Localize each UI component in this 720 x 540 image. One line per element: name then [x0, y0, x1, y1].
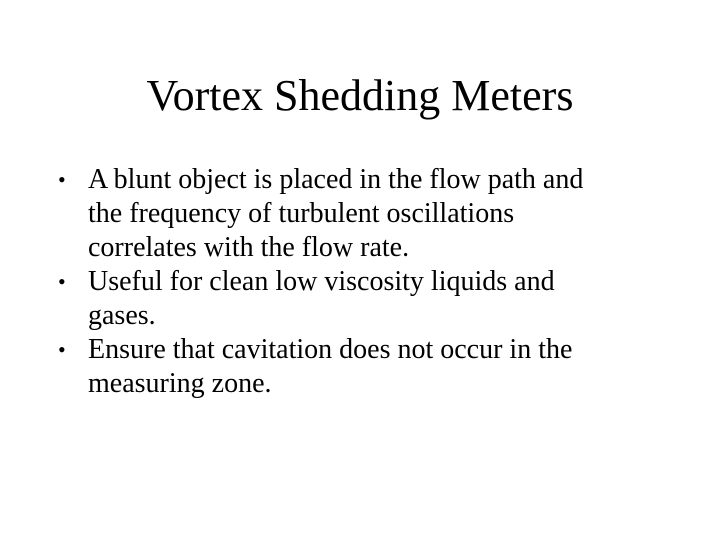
slide-title: Vortex Shedding Meters — [146, 71, 574, 120]
bullet-line: Useful for clean low viscosity liquids and — [88, 266, 555, 297]
bullet-item — [58, 265, 678, 333]
bullet-dot-icon: • — [58, 269, 66, 294]
bullet-item — [58, 163, 678, 265]
bullet-dot-icon: • — [58, 337, 66, 362]
bullet-line: gases. — [88, 300, 156, 331]
bullet-line: A blunt object is placed in the flow path and — [88, 164, 584, 195]
bullet-list — [58, 163, 678, 401]
bullet-line: correlates with the flow rate. — [88, 232, 410, 263]
bullet-dot-icon: • — [58, 167, 66, 192]
bullet-line: measuring zone. — [88, 368, 272, 399]
bullet-line: the frequency of turbulent oscillations — [88, 198, 515, 229]
bullet-item — [58, 333, 678, 401]
bullet-line: Ensure that cavitation does not occur in the — [88, 334, 573, 365]
